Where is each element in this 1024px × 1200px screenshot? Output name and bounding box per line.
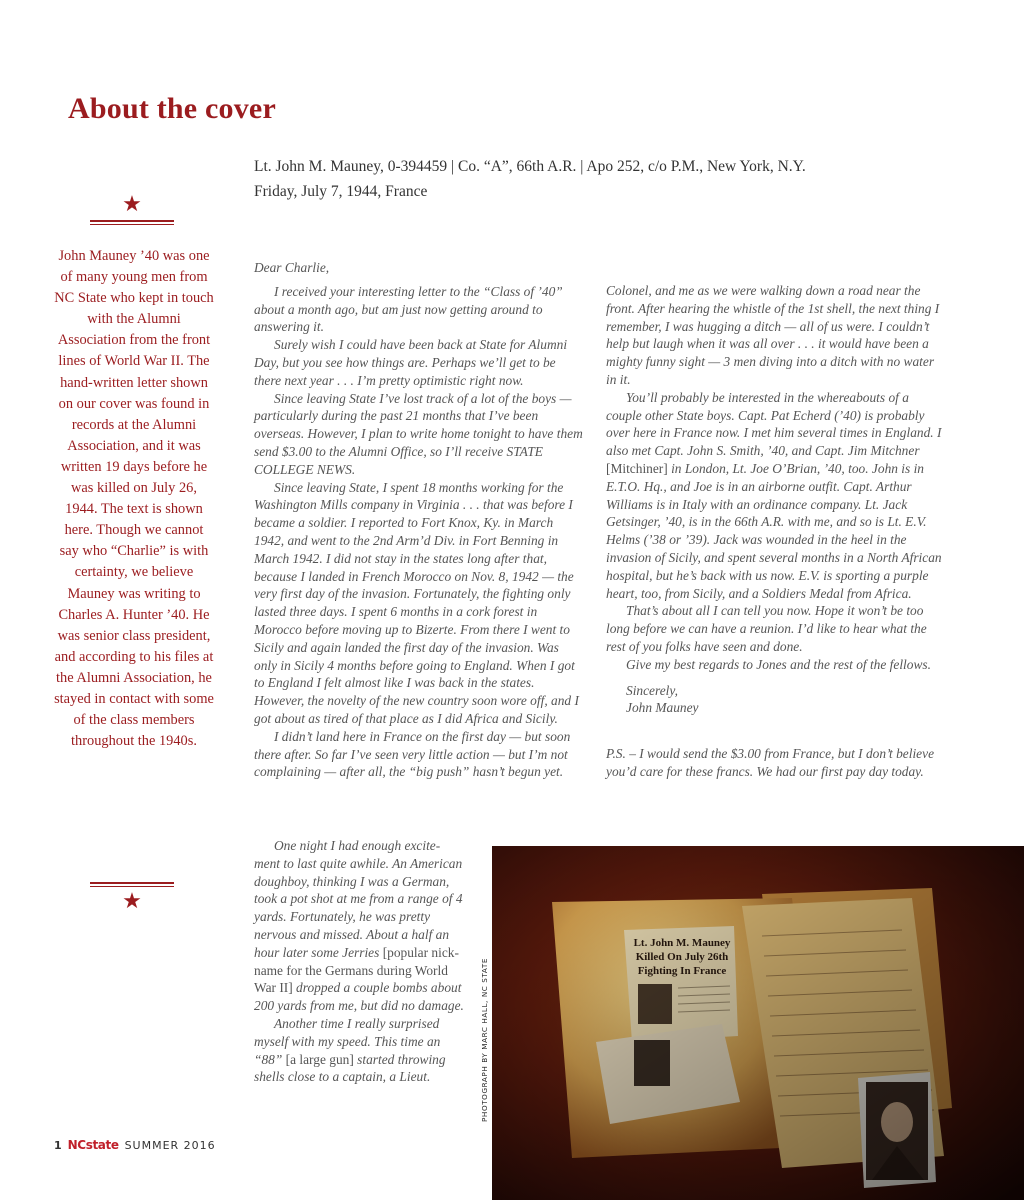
letter-text: in London, Lt. Joe O’Brian, ’40, too. John is in E.T.O. Hq., and Joe is in an airborne outfit. Capt. Arthur Williams is in Italy with an ordinance company. Lt. Jack Getsinger, ’40, is in the 66th A.R. with me, and so is Lt. E.V. Helms (’38 or ’39). Jack was wounded in the heel in the invasion of Sicily, and spent several months in a North African hospital, but he’s back with us now. E.V. is sporting a purple heart, too, from Sicily, and a Soldiers Medal from Africa.	[606, 460, 942, 601]
letter-paragraph: Since leaving State, I spent 18 months working for the Washington Mills company in Virginia . . . that was before I became a soldier. I reported to Fort Knox, Ky. in March 1942, and went to the 2nd Arm’d Div. in Fort Benning in March 1942. I did not stay in the states long after that, because I landed in French Morocco on Nov. 8, 1942 — the very first day of the invasion. Fortunately, the fighting only lasted three days. I spent 6 months in a cork forest in Morocco before moving up to Bizerte. From there I went to Sicily and again landed the first day of the invasion. Was only in Sicily 4 months before going to England. When I got to England I felt almost like I was back in the states. However, the novelty of the new country soon wore off, and I got about as tired of that place as I did Africa and Sicily.	[254, 479, 579, 726]
page-number: 1	[54, 1139, 62, 1152]
letter-text: started throwing shells close to a captain, a Lieut.	[254, 1051, 446, 1085]
letter-header-address: Lt. John M. Mauney, 0-394459 | Co. “A”, 66th A.R. | Apo 252, c/o P.M., New York, N.Y.	[254, 158, 806, 175]
star-icon: ★	[122, 192, 142, 217]
letter-header-date: Friday, July 7, 1944, France	[254, 183, 428, 200]
editor-note: [Mitchiner]	[606, 460, 668, 476]
cover-photo	[492, 846, 1024, 1200]
issue-label: SUMMER 2016	[124, 1139, 216, 1152]
letter-paragraph: That’s about all I can tell you now. Hope it won’t be too long before we can have a reunion. I’d like to hear what the rest of you folks have seen and done.	[606, 603, 927, 654]
letter-text: dropped a couple bombs about 200 yards from me, but did no damage.	[254, 980, 464, 1014]
letter-paragraph	[254, 1015, 466, 1086]
photo-credit: PHOTOGRAPH BY MARC HALL, NC STATE	[480, 958, 489, 1122]
letter-postscript: P.S. – I would send the $3.00 from France, but I don’t believe you’d care for these francs. We had our first pay day today.	[606, 746, 935, 779]
letter-signature: John Mauney	[626, 700, 699, 716]
letter-paragraph: Since leaving State I’ve lost track of a lot of the boys — particularly during the past 21 months that I’ve been overseas. However, I plan to write home tonight to have them send $3.00 to the Alumni Office, so I’ll receive STATE COLLEGE NEWS.	[254, 390, 583, 477]
letter-paragraph: I received your interesting letter to the “Class of ’40” about a month ago, but am just now getting around to answering it.	[254, 283, 563, 335]
sidebar-caption: John Mauney ’40 was one of many young men from NC State who kept in touch with the Alumni Association from the front lines of World War II. The hand-written letter shown on our cover was found in records at the Alumni Association, and it was written 19 days before he was killed on July 26, 1944. The text is shown here. Though we cannot say who “Charlie” is with certainty, we believe Mauney was writing to Charles A. Hunter ’40. He was senior class president, and according to his files at the Alumni Association, he stayed in contact with some of the class members throughout the 1940s.	[54, 248, 214, 750]
letter-salutation: Dear Charlie,	[254, 260, 330, 275]
letter-column-1	[254, 259, 584, 781]
letter-column-2	[606, 282, 946, 781]
letter-text: One night I had enough excite-ment to last quite awhile. An American doughboy, thinking I was a German, took a pot shot at me from a range of 4 yards. Fortunately, he was pretty nervous and missed. About a half an hour later some Jerries	[254, 838, 463, 960]
page-footer	[54, 1138, 216, 1152]
sidebar-top-ornament	[90, 194, 174, 227]
letter-paragraph: Colonel, and me as we were walking down a road near the front. After hearing the whistle of the 1st shell, the next thing I remember, I was hugging a ditch — all of us were. I couldn’t help but laugh when it was all over . . . it would have been a mighty funny sight — 3 men diving into a ditch with no water in it.	[606, 283, 940, 387]
letter-paragraph: I didn’t land here in France on the first day — but soon there after. So far I’ve seen very little action — but I’m not complaining — after all, the “big push” hasn’t begun yet.	[254, 728, 571, 780]
letter-paragraph: Surely wish I could have been back at State for Alumni Day, but you see how things are. Perhaps we’ll get to be there next year . . . I’m pretty optimistic right now.	[254, 337, 568, 388]
letter-paragraph	[606, 389, 946, 603]
sidebar-bottom-ornament	[90, 880, 174, 913]
editor-note: [popular nick-name for the Germans during World War II]	[254, 944, 459, 996]
brand-logo: NCstate	[67, 1138, 119, 1152]
letter-text: You’ll probably be interested in the whereabouts of a couple other State boys. Capt. Pat Echerd (’40) is probably over here in France now. I met him several times in England. I also met Capt. John S. Smith, ’40, and Capt. Jim Mitchner	[606, 389, 942, 459]
letter-paragraph	[254, 837, 466, 1015]
editor-note: [a large gun]	[285, 1051, 354, 1067]
cover-photo-illustration	[492, 846, 1024, 1200]
page-title: About the cover	[68, 92, 276, 125]
letter-text: Another time I really surprised myself with my speed. This time an “88”	[254, 1015, 441, 1067]
star-icon: ★	[122, 889, 142, 914]
letter-column-1-narrow	[254, 837, 466, 1086]
letter-paragraph: Give my best regards to Jones and the rest of the fellows.	[626, 656, 931, 672]
letter-closing: Sincerely,	[626, 682, 678, 698]
